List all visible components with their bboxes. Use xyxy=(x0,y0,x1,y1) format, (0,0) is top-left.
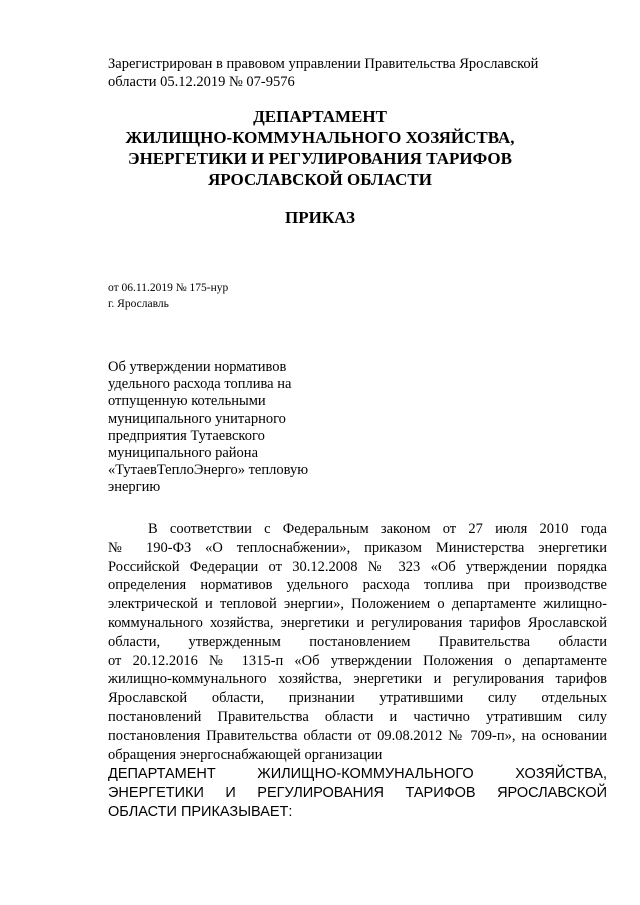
preamble-line: коммунального хозяйства, энергетики и регулирования тарифов Ярославской xyxy=(108,614,607,631)
order-number-date: от 06.11.2019 № 175-нур xyxy=(108,282,229,294)
preamble-line: В соответствии с Федеральным законом от 27 июля 2010 года xyxy=(148,521,607,537)
preamble-line: постановления Правительства области от 09.08.2012 № 709-п», на основании xyxy=(108,727,607,744)
preamble-line: Российской Федерации от 30.12.2008 № 323 «Об утверждении порядка xyxy=(108,558,607,575)
subject-line: отпущенную котельными xyxy=(108,393,266,410)
decree-statement xyxy=(108,765,607,821)
department-title-line: ЯРОСЛАВСКОЙ ОБЛАСТИ xyxy=(208,170,432,189)
preamble-line: области, утвержденным постановлением Правительства области xyxy=(108,633,607,650)
preamble-line: жилищно-коммунального хозяйства, энергетики и регулирования тарифов xyxy=(108,671,607,688)
decree-line: ДЕПАРТАМЕНТ ЖИЛИЩНО-КОММУНАЛЬНОГО ХОЗЯЙСТВА, xyxy=(108,766,607,782)
order-city: г. Ярославль xyxy=(108,298,169,310)
department-title-line: ЖИЛИЩНО-КОММУНАЛЬНОГО ХОЗЯЙСТВА, xyxy=(125,128,515,147)
decree-line: ОБЛАСТИ ПРИКАЗЫВАЕТ: xyxy=(108,803,293,820)
subject-line: «ТутаевТеплоЭнерго» тепловую xyxy=(108,462,309,479)
order-title: ПРИКАЗ xyxy=(285,208,355,227)
subject-line: муниципального района xyxy=(108,445,258,462)
order-subject xyxy=(108,359,348,497)
department-title-line: ЭНЕРГЕТИКИ И РЕГУЛИРОВАНИЯ ТАРИФОВ xyxy=(128,149,512,168)
registration-note-line: Зарегистрирован в правовом управлении Правительства Ярославской xyxy=(108,56,539,72)
preamble-line: постановлений Правительства области и частично утратившим силу xyxy=(108,708,607,725)
registration-note xyxy=(108,55,568,91)
preamble-paragraph xyxy=(108,520,607,764)
order-meta xyxy=(108,280,228,312)
department-title xyxy=(60,106,580,190)
subject-line: муниципального унитарного xyxy=(108,410,286,427)
preamble-line: № 190-ФЗ «О теплоснабжении», приказом Министерства энергетики xyxy=(108,539,607,556)
subject-line: Об утверждении нормативов xyxy=(108,359,287,375)
preamble-line: Ярославской области, признании утратившими силу отдельных xyxy=(108,690,607,707)
preamble-line: определения нормативов удельного расхода топлива при производстве xyxy=(108,577,607,594)
preamble-line: от 20.12.2016 № 1315-п «Об утверждении Положения о департаменте xyxy=(108,652,607,669)
registration-note-line: области 05.12.2019 № 07-9576 xyxy=(108,74,295,90)
subject-line: предприятия Тутаевского xyxy=(108,427,265,444)
decree-line: ЭНЕРГЕТИКИ И РЕГУЛИРОВАНИЯ ТАРИФОВ ЯРОСЛАВСКОЙ xyxy=(108,784,607,801)
subject-line: энергию xyxy=(108,479,161,496)
subject-line: удельного расхода топлива на xyxy=(108,376,292,393)
department-title-line: ДЕПАРТАМЕНТ xyxy=(253,107,387,126)
preamble-line: электрической и тепловой энергии», Положением о департаменте жилищно- xyxy=(108,596,607,613)
preamble-line: обращения энергоснабжающей организации xyxy=(108,746,383,763)
